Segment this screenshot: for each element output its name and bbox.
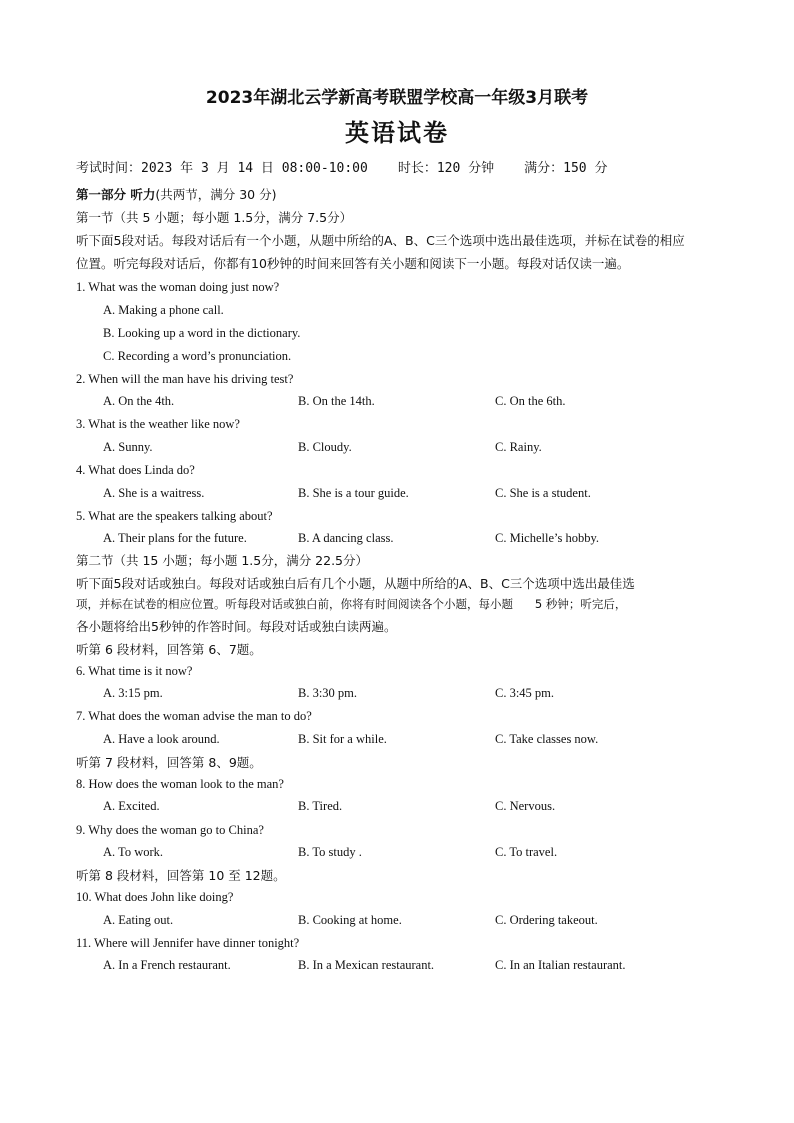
- q11-option-a: A. In a French restaurant.: [103, 958, 231, 972]
- exam-title: 2023年湖北云学新高考联盟学校高一年级3月联考: [205, 88, 589, 108]
- q5-option-a: A. Their plans for the future.: [103, 531, 247, 545]
- q6-option-b: B. 3:30 pm.: [298, 686, 358, 700]
- q1-option-c: C. Recording a word’s pronunciation.: [103, 349, 292, 363]
- section2-instruction-2: 项，并标在试卷的相应位置。听每段对话或独白前，你将有时间阅读各个小题，每小题 5 秒钟；听完后，: [76, 597, 627, 611]
- section1-heading: 第一节（共 5 小题；每小题 1.5分，满分 7.5分）: [76, 210, 353, 225]
- exam-full-score: 满分：150 分: [524, 161, 608, 176]
- q7-option-c: C. Take classes now.: [495, 732, 599, 746]
- q2-option-b: B. On the 14th.: [298, 394, 375, 408]
- section2-instruction-1: 听下面5段对话或独白。每段对话或独白后有几个小题，从题中所给的A、B、C三个选项中选出最佳选: [76, 576, 635, 591]
- q11-option-b: B. In a Mexican restaurant.: [298, 958, 435, 972]
- q10-option-b: B. Cooking at home.: [298, 913, 402, 927]
- q6-option-a: A. 3:15 pm.: [103, 686, 163, 700]
- exam-duration: 时长：120 分钟: [397, 161, 495, 176]
- subject-title: 英语试卷: [345, 119, 449, 147]
- q9-option-c: C. To travel.: [495, 845, 558, 859]
- part1-heading-bold: 第一部分 听力: [76, 187, 156, 202]
- question-10: 10. What does John like doing?: [76, 890, 234, 904]
- q8-option-c: C. Nervous.: [495, 799, 556, 813]
- q2-option-a: A. On the 4th.: [103, 394, 175, 408]
- section2-instruction-3: 各小题将给出5秒钟的作答时间。每段对话或独白读两遍。: [76, 619, 397, 634]
- q10-option-c: C. Ordering takeout.: [495, 913, 598, 927]
- q10-option-a: A. Eating out.: [103, 913, 174, 927]
- material-7-heading: 听第 7 段材料，回答第 8、9题。: [76, 755, 262, 770]
- question-4: 4. What does Linda do?: [76, 463, 195, 477]
- section1-instruction-1: 听下面5段对话。每段对话后有一个小题，从题中所给的A、B、C三个选项中选出最佳选项，并标在试卷的相应: [76, 233, 685, 248]
- q3-option-b: B. Cloudy.: [298, 440, 352, 454]
- question-7: 7. What does the woman advise the man to do?: [76, 709, 312, 723]
- q7-option-b: B. Sit for a while.: [298, 732, 387, 746]
- q9-option-b: B. To study .: [298, 845, 362, 859]
- exam-info: [76, 157, 637, 176]
- part1-heading-rest: (共两节，满分 30 分): [155, 187, 277, 202]
- question-5: 5. What are the speakers talking about?: [76, 509, 273, 523]
- question-11: 11. Where will Jennifer have dinner tonight?: [76, 936, 300, 950]
- question-8: 8. How does the woman look to the man?: [76, 777, 284, 791]
- q1-option-a: A. Making a phone call.: [103, 303, 224, 317]
- q4-option-a: A. She is a waitress.: [103, 486, 205, 500]
- question-3: 3. What is the weather like now?: [76, 417, 240, 431]
- q5-option-b: B. A dancing class.: [298, 531, 394, 545]
- q11-option-c: C. In an Italian restaurant.: [495, 958, 626, 972]
- q4-option-c: C. She is a student.: [495, 486, 591, 500]
- section1-instruction-2: 位置。听完每段对话后，你都有10秒钟的时间来回答有关小题和阅读下一小题。每段对话仅读一遍。: [76, 256, 630, 271]
- question-9: 9. Why does the woman go to China?: [76, 823, 264, 837]
- material-8-heading: 听第 8 段材料，回答第 10 至 12题。: [76, 868, 286, 883]
- q8-option-a: A. Excited.: [103, 799, 160, 813]
- question-6: 6. What time is it now?: [76, 664, 193, 678]
- q2-option-c: C. On the 6th.: [495, 394, 566, 408]
- q3-option-a: A. Sunny.: [103, 440, 153, 454]
- q4-option-b: B. She is a tour guide.: [298, 486, 409, 500]
- exam-time: 考试时间：2023 年 3 月 14 日 08:00-10:00: [76, 161, 368, 176]
- q1-option-b: B. Looking up a word in the dictionary.: [103, 326, 301, 340]
- q8-option-b: B. Tired.: [298, 799, 343, 813]
- part1-heading: [76, 185, 276, 203]
- q3-option-c: C. Rainy.: [495, 440, 542, 454]
- question-2: 2. When will the man have his driving test?: [76, 372, 294, 386]
- material-6-heading: 听第 6 段材料，回答第 6、7题。: [76, 642, 262, 657]
- section2-heading: 第二节（共 15 小题；每小题 1.5分，满分 22.5分）: [76, 553, 369, 568]
- q5-option-c: C. Michelle’s hobby.: [495, 531, 600, 545]
- question-1: 1. What was the woman doing just now?: [76, 280, 280, 294]
- q7-option-a: A. Have a look around.: [103, 732, 220, 746]
- q6-option-c: C. 3:45 pm.: [495, 686, 555, 700]
- q9-option-a: A. To work.: [103, 845, 164, 859]
